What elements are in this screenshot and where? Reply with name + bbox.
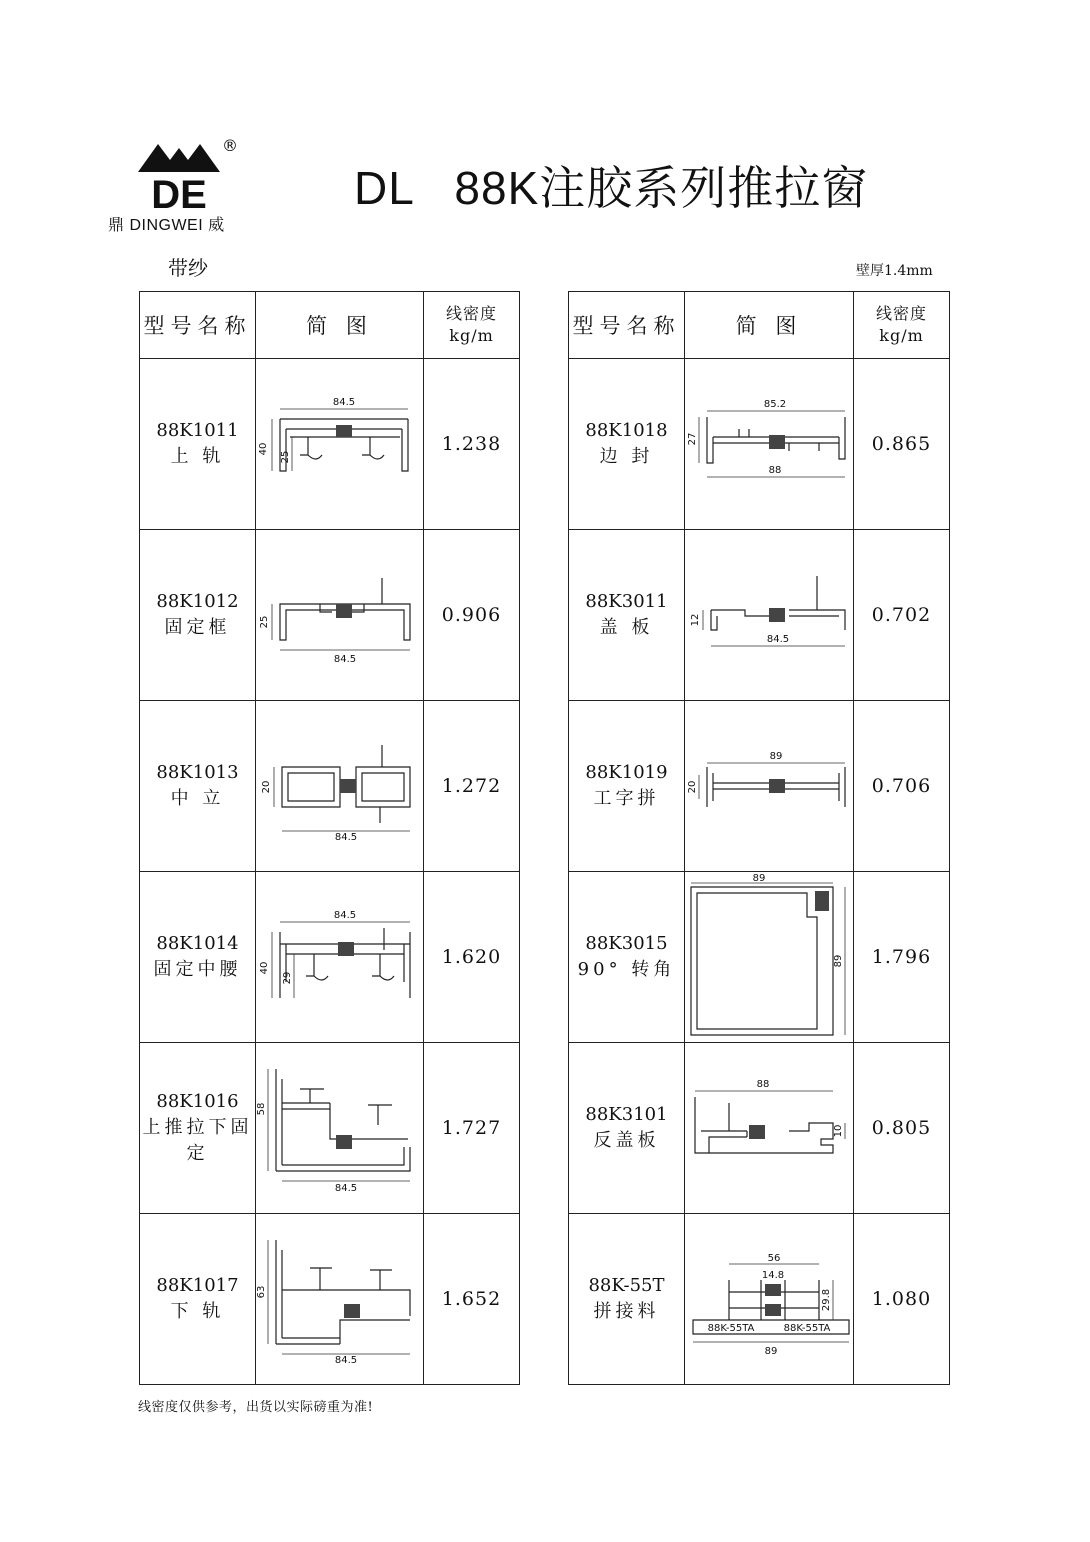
- drawing-cell: [685, 359, 854, 530]
- svg-text:40: 40: [257, 442, 269, 456]
- drawing-cell: [256, 1043, 424, 1214]
- model-cell: 88K1014 固定中腰: [140, 872, 256, 1043]
- drawing-cell: [685, 530, 854, 701]
- model-cell: 88K1018 边 封: [569, 359, 685, 530]
- density-cell: 1.080: [854, 1214, 950, 1385]
- svg-text:88: 88: [768, 465, 782, 476]
- profile-drawing-88k3101: [685, 1073, 853, 1183]
- model-cell: 88K1011 上 轨: [140, 359, 256, 530]
- header-model: 型号名称: [140, 292, 256, 359]
- model-cell: 88K3101 反盖板: [569, 1043, 685, 1214]
- header-model: 型号名称: [569, 292, 685, 359]
- model-cell: 88K1013 中 立: [140, 701, 256, 872]
- svg-text:29: 29: [281, 971, 293, 985]
- svg-text:89: 89: [833, 954, 844, 968]
- table-row: [569, 1214, 950, 1385]
- header-drawing: 简 图: [256, 292, 424, 359]
- svg-text:25: 25: [258, 615, 270, 629]
- header-density: 线密度 kg/m: [424, 292, 520, 359]
- svg-text:14.8: 14.8: [761, 1270, 785, 1281]
- drawing-cell: [256, 701, 424, 872]
- svg-text:12: 12: [690, 613, 701, 627]
- footnote: 线密度仅供参考，出货以实际磅重为准!: [138, 1400, 374, 1415]
- svg-text:56: 56: [767, 1253, 781, 1264]
- svg-text:10: 10: [833, 1124, 844, 1138]
- density-cell: 0.805: [854, 1043, 950, 1214]
- model-cell: 88K3015 90° 转角: [569, 872, 685, 1043]
- brand-name: 鼎 DINGWEI 威: [108, 217, 225, 234]
- svg-text:20: 20: [687, 780, 698, 794]
- model-cell: 88K3011 盖 板: [569, 530, 685, 701]
- model-cell: 88K1012 固定框: [140, 530, 256, 701]
- density-cell: 1.238: [424, 359, 520, 530]
- drawing-cell: [685, 1214, 854, 1385]
- svg-text:84.5: 84.5: [332, 397, 355, 408]
- svg-text:88: 88: [756, 1079, 770, 1090]
- svg-text:89: 89: [769, 751, 783, 762]
- table-row: [140, 872, 520, 1043]
- drawing-cell: [256, 872, 424, 1043]
- table-row: [140, 1043, 520, 1214]
- density-cell: 1.652: [424, 1214, 520, 1385]
- wall-thickness-note: 壁厚1.4mm: [856, 263, 933, 279]
- drawing-cell: [685, 872, 854, 1043]
- density-cell: 0.865: [854, 359, 950, 530]
- drawing-cell: [256, 359, 424, 530]
- header-drawing: 简 图: [685, 292, 854, 359]
- svg-text:84.5: 84.5: [333, 910, 356, 921]
- table-row: [569, 701, 950, 872]
- page-title: DL 88K注胶系列推拉窗: [354, 162, 869, 214]
- svg-text:88K-55TA: 88K-55TA: [707, 1323, 755, 1334]
- svg-text:40: 40: [258, 961, 270, 975]
- svg-text:29.8: 29.8: [821, 1288, 832, 1312]
- drawing-cell: [685, 1043, 854, 1214]
- table-row: [569, 872, 950, 1043]
- company-logo: [108, 134, 248, 234]
- left-spec-table: [139, 291, 520, 1385]
- table-header-row: [140, 292, 520, 359]
- density-cell: 0.702: [854, 530, 950, 701]
- registered-mark: ®: [222, 136, 238, 155]
- density-cell: 0.706: [854, 701, 950, 872]
- svg-text:DE: DE: [151, 173, 207, 217]
- density-cell: 1.272: [424, 701, 520, 872]
- svg-text:63: 63: [255, 1285, 267, 1299]
- table-row: [569, 530, 950, 701]
- profile-drawing-88k1016: [255, 1063, 420, 1194]
- density-cell: 1.796: [854, 872, 950, 1043]
- dingwei-logo-icon: [136, 138, 222, 217]
- profile-drawing-88k1014: [260, 902, 420, 1012]
- svg-text:89: 89: [764, 1346, 778, 1357]
- model-cell: 88K1019 工字拼: [569, 701, 685, 872]
- svg-text:85.2: 85.2: [763, 399, 787, 410]
- svg-text:84.5: 84.5: [766, 634, 790, 645]
- drawing-cell: [685, 701, 854, 872]
- svg-text:88K-55TA: 88K-55TA: [783, 1323, 831, 1334]
- svg-text:27: 27: [687, 432, 698, 446]
- profile-drawing-88k1018: [689, 389, 849, 499]
- profile-drawing-88k3015: [687, 873, 851, 1041]
- table-row: [140, 530, 520, 701]
- model-cell: 88K1016 上推拉下固定: [140, 1043, 256, 1214]
- svg-text:84.5: 84.5: [334, 1355, 357, 1366]
- drawing-cell: [256, 1214, 424, 1385]
- profile-drawing-88k-55t: [685, 1234, 853, 1364]
- density-cell: 1.727: [424, 1043, 520, 1214]
- model-cell: 88K-55T 拼接料: [569, 1214, 685, 1385]
- svg-text:58: 58: [255, 1102, 267, 1116]
- svg-text:84.5: 84.5: [334, 1183, 357, 1194]
- table-row: [569, 359, 950, 530]
- profile-drawing-88k1013: [260, 731, 420, 841]
- profile-drawing-88k3011: [689, 560, 849, 670]
- svg-text:84.5: 84.5: [334, 832, 357, 843]
- page-subtitle: 带纱: [168, 256, 208, 280]
- table-header-row: [569, 292, 950, 359]
- density-cell: 1.620: [424, 872, 520, 1043]
- table-row: [140, 701, 520, 872]
- profile-drawing-88k1019: [689, 731, 849, 841]
- table-row: [569, 1043, 950, 1214]
- table-row: [140, 1214, 520, 1385]
- svg-text:89: 89: [752, 873, 766, 884]
- svg-text:25: 25: [279, 450, 291, 464]
- density-cell: 0.906: [424, 530, 520, 701]
- right-spec-table: [568, 291, 950, 1385]
- model-cell: 88K1017 下 轨: [140, 1214, 256, 1385]
- profile-drawing-88k1012: [260, 560, 420, 670]
- profile-drawing-88k1017: [255, 1234, 420, 1366]
- drawing-cell: [256, 530, 424, 701]
- svg-text:20: 20: [260, 780, 272, 794]
- profile-drawing-88k1011: [257, 389, 420, 499]
- header-density: 线密度 kg/m: [854, 292, 950, 359]
- svg-text:84.5: 84.5: [333, 654, 356, 665]
- table-row: [140, 359, 520, 530]
